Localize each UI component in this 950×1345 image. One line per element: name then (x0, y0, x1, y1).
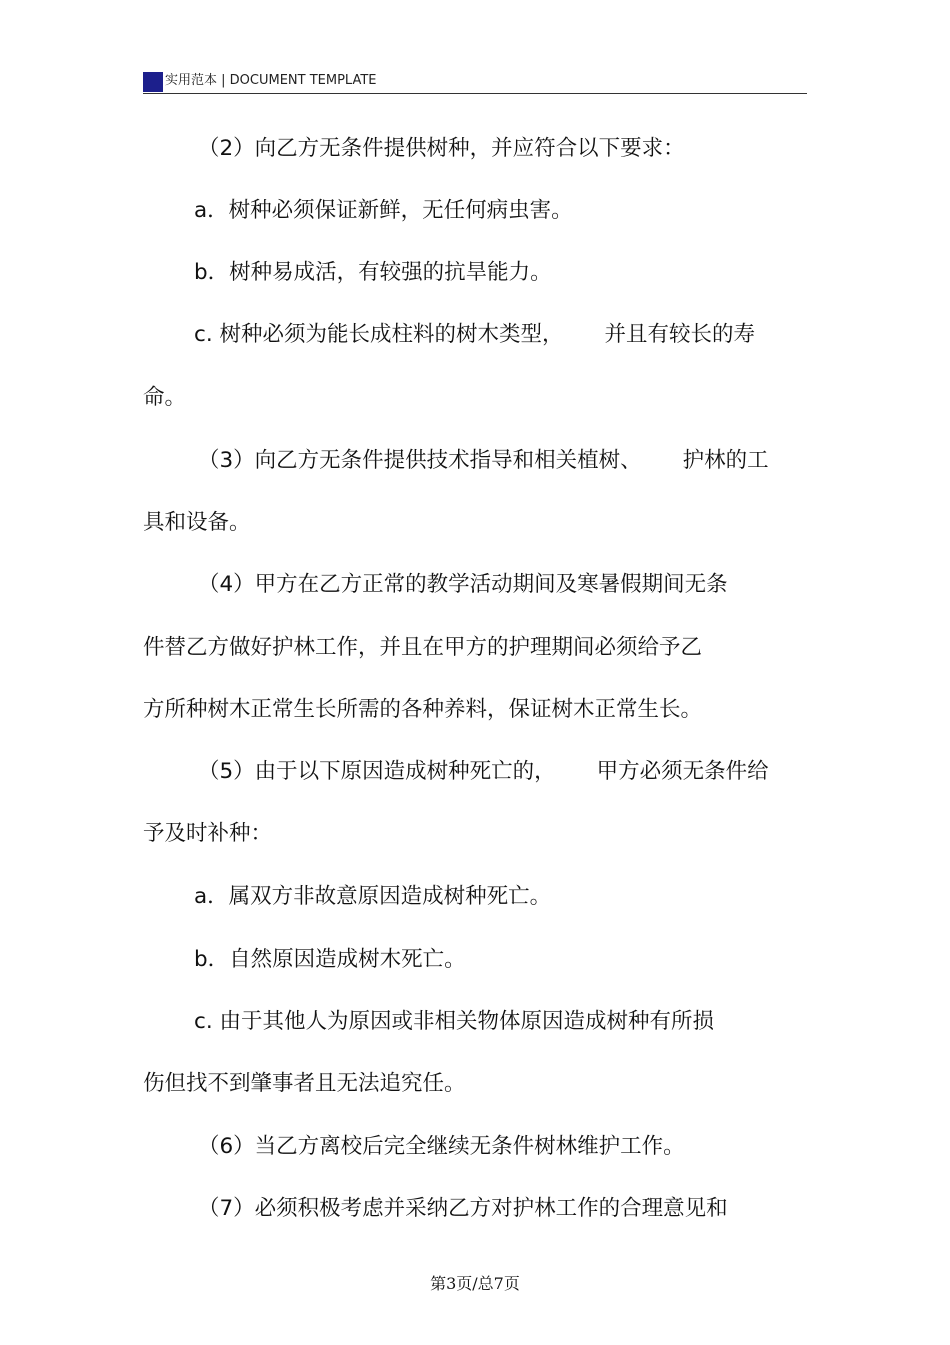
body-line: 伤但找不到肇事者且无法追究任。 (143, 1071, 466, 1096)
body-line: 予及时补种： (143, 821, 273, 846)
body-line: 件替乙方做好护林工作，并且在甲方的护理期间必须给予乙 (143, 635, 703, 660)
body-line: a．树种必须保证新鲜，无任何病虫害。 (194, 198, 573, 223)
body-line: （7）必须积极考虑并采纳乙方对护林工作的合理意见和 (198, 1196, 728, 1221)
body-line: 命。 (143, 385, 187, 410)
body-line: b．树种易成活，有较强的抗旱能力。 (194, 260, 552, 285)
body-line: 方所种树木正常生长所需的各种养料，保证树木正常生长。 (143, 697, 703, 722)
body-line: （3）向乙方无条件提供技术指导和相关植树、 护林的工 (198, 448, 769, 473)
body-line: （5）由于以下原因造成树种死亡的， 甲方必须无条件给 (198, 759, 769, 784)
page-number: 第3页/总7页 (430, 1274, 520, 1293)
body-line: （6）当乙方离校后完全继续无条件树林维护工作。 (198, 1134, 685, 1159)
page-header (143, 69, 807, 94)
body-line: b．自然原因造成树木死亡。 (194, 947, 466, 972)
header-logo-square (143, 72, 163, 92)
body-line: 具和设备。 (143, 510, 251, 535)
header-title: 实用范本 | DOCUMENT TEMPLATE (165, 73, 377, 88)
body-line: （4）甲方在乙方正常的教学活动期间及寒暑假期间无条 (198, 572, 728, 597)
body-line: c. 树种必须为能长成柱料的树木类型， 并且有较长的寿 (194, 322, 755, 347)
body-line: c. 由于其他人为原因或非相关物体原因造成树种有所损 (194, 1009, 714, 1034)
body-line: a．属双方非故意原因造成树种死亡。 (194, 884, 552, 909)
body-line: （2）向乙方无条件提供树种，并应符合以下要求： (198, 136, 685, 161)
